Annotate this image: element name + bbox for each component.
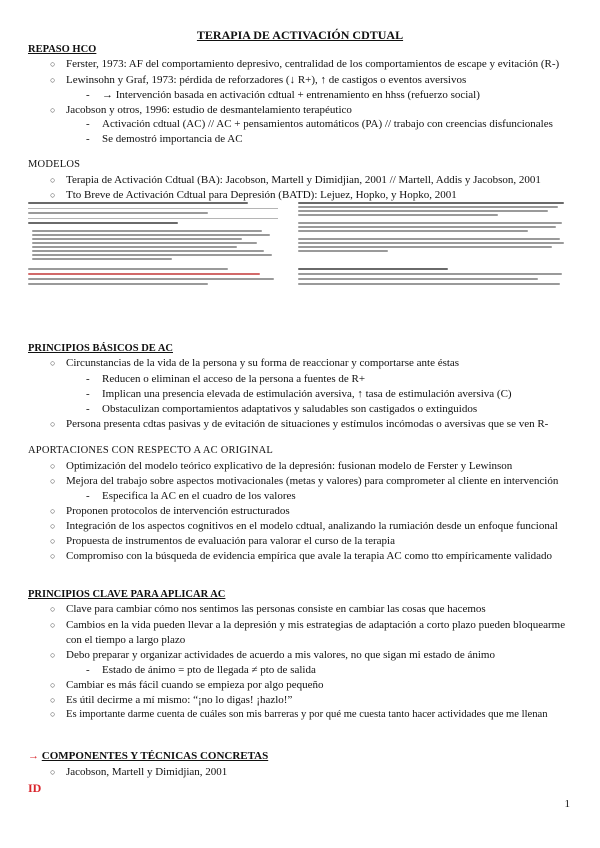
sub-list-item: - Obstaculizan comportamientos adaptativos y saludables son castigados o extinguidos bbox=[86, 403, 478, 415]
bullet-circle-icon: ○ bbox=[50, 506, 56, 516]
list-item: ○ Jacobson, Martell y Dimidjian, 2001 bbox=[50, 766, 228, 778]
list-item: ○ Compromiso con la búsqueda de evidencia empírica que avale la terapia AC como tto empíricamente validado bbox=[50, 550, 552, 562]
section-heading-aportaciones: APORTACIONES CON RESPECTO A AC ORIGINAL bbox=[28, 445, 274, 456]
list-item: ○ Clave para cambiar cómo nos sentimos las personas consiste en cambiar las cosas que hacemos bbox=[50, 603, 486, 615]
embedded-comparison-table-footer bbox=[28, 268, 568, 288]
page-title: TERAPIA DE ACTIVACIÓN CDTUAL bbox=[196, 28, 404, 42]
sub-list-item: - Reducen o eliminan el acceso de la persona a fuentes de R+ bbox=[86, 373, 366, 385]
bullet-circle-icon: ○ bbox=[50, 419, 56, 429]
list-item: ○ Mejora del trabajo sobre aspectos motivacionales (metas y valores) para comprometer al cliente en intervención bbox=[50, 475, 559, 487]
sub-list-item: - Implican una presencia elevada de estimulación aversiva, ↑ tasa de estimulación aversiva (C) bbox=[86, 388, 512, 400]
id-tag: ID bbox=[28, 781, 42, 795]
list-item: ○ Propuesta de instrumentos de evaluación para valorar el curso de la terapia bbox=[50, 535, 395, 547]
bullet-circle-icon: ○ bbox=[50, 190, 56, 200]
bullet-circle-icon: ○ bbox=[50, 650, 56, 660]
bullet-circle-icon: ○ bbox=[50, 536, 56, 546]
bullet-circle-icon: ○ bbox=[50, 75, 56, 85]
list-item: ○ Lewinsohn y Graf, 1973: pérdida de reforzadores (↓ R+), ↑ de castigos o eventos aversivos bbox=[50, 74, 467, 86]
bullet-circle-icon: ○ bbox=[50, 767, 56, 777]
list-item: ○ Cambiar es más fácil cuando se empieza por algo pequeño bbox=[50, 679, 324, 691]
bullet-circle-icon: ○ bbox=[50, 680, 56, 690]
dash-bullet-icon: - bbox=[86, 89, 90, 101]
bullet-circle-icon: ○ bbox=[50, 695, 56, 705]
dash-bullet-icon: - bbox=[86, 373, 90, 385]
list-item: ○ Tto Breve de Activación Cdtual para Depresión (BATD): Lejuez, Hopko, y Hopko, 2001 bbox=[50, 189, 457, 201]
bullet-circle-icon: ○ bbox=[50, 709, 56, 719]
list-item: ○ Es importante darme cuenta de cuáles son mis barreras y por qué me cuesta tanto hacer actividades que me llenan bbox=[50, 709, 548, 720]
bullet-circle-icon: ○ bbox=[50, 358, 56, 368]
bullet-circle-icon: ○ bbox=[50, 461, 56, 471]
section-heading-principios-basicos: PRINCIPIOS BÁSICOS DE AC bbox=[28, 343, 173, 354]
dash-bullet-icon: - bbox=[86, 664, 90, 676]
sub-list-item: - → Intervención basada en activación cdtual + entrenamiento en hhss (refuerzo social) bbox=[86, 89, 480, 101]
dash-bullet-icon: - bbox=[86, 403, 90, 415]
list-item-continuation: con el tiempo a largo plazo bbox=[66, 634, 186, 646]
list-item: ○ Terapia de Activación Cdtual (BA): Jacobson, Martell y Dimidjian, 2001 // Martell, Addis y Jacobson, 2001 bbox=[50, 174, 541, 186]
list-item: ○ Jacobson y otros, 1996: estudio de desmantelamiento terapéutico bbox=[50, 104, 352, 116]
section-heading-modelos: MODELOS bbox=[28, 159, 81, 170]
sub-list-item: - Estado de ánimo = pto de llegada ≠ pto de salida bbox=[86, 664, 316, 676]
list-item: ○ Integración de los aspectos cognitivos en el modelo cdtual, analizando la rumiación desde un enfoque funcional bbox=[50, 520, 558, 532]
bullet-circle-icon: ○ bbox=[50, 59, 56, 69]
list-item: ○ Optimización del modelo teórico explicativo de la depresión: fusionan modelo de Ferster y Lewinson bbox=[50, 460, 513, 472]
bullet-circle-icon: ○ bbox=[50, 521, 56, 531]
dash-bullet-icon: - bbox=[86, 133, 90, 145]
section-heading-repaso: REPASO HCO bbox=[28, 44, 97, 55]
bullet-circle-icon: ○ bbox=[50, 604, 56, 614]
sub-list-item: - Se demostró importancia de AC bbox=[86, 133, 243, 145]
list-item: ○ Cambios en la vida pueden llevar a la depresión y mis estrategias de adaptación a corto plazo pueden bloquearme bbox=[50, 619, 566, 631]
dash-bullet-icon: - bbox=[86, 490, 90, 502]
section-heading-principios-clave: PRINCIPIOS CLAVE PARA APLICAR AC bbox=[28, 589, 226, 600]
arrow-right-icon: → bbox=[28, 750, 39, 762]
list-item: ○ Proponen protocolos de intervención estructurados bbox=[50, 505, 290, 517]
list-item: ○ Circunstancias de la vida de la persona y su forma de reaccionar y comportarse ante éstas bbox=[50, 357, 460, 369]
bullet-circle-icon: ○ bbox=[50, 175, 56, 185]
section-heading-componentes: → COMPONENTES Y TÉCNICAS CONCRETAS bbox=[28, 750, 269, 762]
sub-list-item: - Especifica la AC en el cuadro de los valores bbox=[86, 490, 296, 502]
list-item: ○ Es útil decirme a mí mismo: “¡no lo digas! ¡hazlo!” bbox=[50, 694, 293, 706]
sub-list-item: - Activación cdtual (AC) // AC + pensamientos automáticos (PA) // trabajo con creencias disfuncionales bbox=[86, 118, 553, 130]
bullet-circle-icon: ○ bbox=[50, 105, 56, 115]
list-item: ○ Debo preparar y organizar actividades de acuerdo a mis valores, no que sigan mi estado de ánimo bbox=[50, 649, 495, 661]
bullet-circle-icon: ○ bbox=[50, 551, 56, 561]
bullet-circle-icon: ○ bbox=[50, 620, 56, 630]
list-item: ○ Persona presenta cdtas pasivas y de evitación de situaciones y estímulos incómodas o aversivas que se ven R- bbox=[50, 418, 549, 430]
embedded-comparison-table-image bbox=[28, 200, 568, 262]
dash-bullet-icon: - bbox=[86, 388, 90, 400]
bullet-circle-icon: ○ bbox=[50, 476, 56, 486]
dash-bullet-icon: - bbox=[86, 118, 90, 130]
page-number: 1 bbox=[564, 798, 570, 810]
list-item: ○ Ferster, 1973: AF del comportamiento depresivo, centralidad de los comportamientos de escape y evitación (R-) bbox=[50, 58, 560, 70]
